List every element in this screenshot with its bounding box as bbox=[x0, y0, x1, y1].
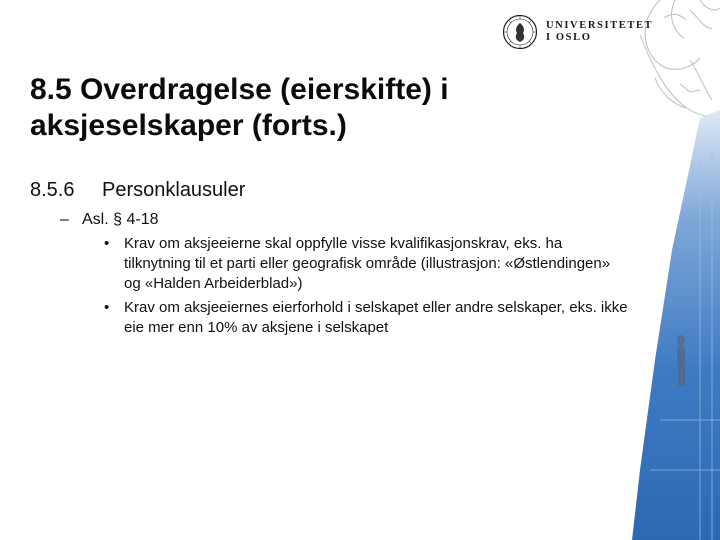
logo-line-1: UNIVERSITETET bbox=[546, 20, 654, 31]
subsection-label: Asl. § 4-18 bbox=[82, 211, 159, 228]
bullet-icon: • bbox=[104, 299, 110, 316]
dash-marker: – bbox=[60, 211, 69, 228]
bullet-item bbox=[104, 298, 630, 338]
sculpture-sketch bbox=[640, 0, 720, 117]
bullet-text: Krav om aksjeeiernes eierforhold i selskapet eller andre selskaper, eks. ikke eie mer enn 10% av aksjene i selskapet bbox=[124, 299, 628, 336]
university-seal-icon bbox=[502, 14, 538, 50]
section-title: Personklausuler bbox=[102, 179, 246, 201]
bullet-item bbox=[104, 234, 630, 294]
logo-line-2: I OSLO bbox=[546, 32, 592, 43]
blue-photo-strip bbox=[632, 110, 720, 540]
section-heading bbox=[30, 178, 630, 202]
section-number: 8.5.6 bbox=[30, 179, 75, 201]
university-logo-text bbox=[546, 20, 653, 44]
bullet-icon: • bbox=[104, 235, 110, 252]
bullet-text: Krav om aksjeeierne skal oppfylle visse kvalifikasjonskrav, eks. ha tilknytning til et parti eller geografisk område (illustrasjon: «Østlendingen» og «Halden Arbeiderblad») bbox=[124, 235, 611, 292]
subsection-item bbox=[60, 210, 630, 230]
slide-title: 8.5 Overdragelse (eierskifte) i aksjeselskaper (forts.) bbox=[30, 73, 449, 142]
slide-content bbox=[30, 178, 630, 338]
